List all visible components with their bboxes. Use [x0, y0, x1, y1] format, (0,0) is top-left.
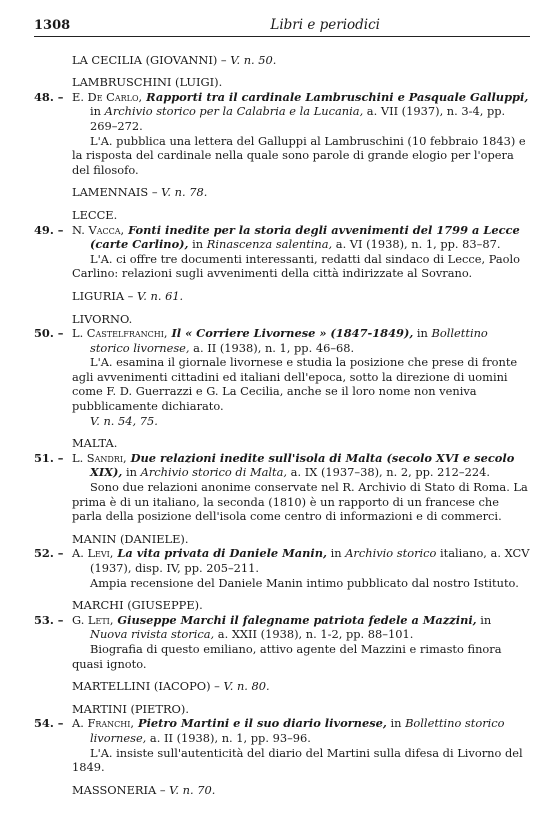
subject-heading	[34, 75, 530, 90]
author: E. De Carlo,	[72, 89, 143, 104]
subject-heading	[34, 783, 530, 798]
heading-text: MARTINI (PIETRO).	[72, 701, 189, 716]
subject-heading	[34, 532, 530, 547]
page	[34, 18, 530, 797]
entry-note	[34, 355, 530, 428]
journal-title: Rinascenza salentina,	[206, 237, 333, 252]
note-text: L'A. esamina il giornale livornese e studia la posizione che prese di fronte agli avvenimenti cittadini ed italiani dell'epoca, sotto la direzione di uomini come F. D. Guerrazzi e G. La Cecilia, anche se il loro nome non veniva pubblicamente dichiarato.	[72, 355, 518, 414]
citation-line	[72, 90, 530, 134]
entry-number: 50. –	[34, 326, 64, 341]
entry-citation	[72, 716, 530, 745]
see-also: V. n. 54, 75.	[90, 413, 158, 428]
entry-number: 53. –	[34, 612, 64, 627]
citation-details: a. XXII (1938), n. 1-2, pp. 88–101.	[214, 627, 414, 642]
citation-details: a. IX (1937–38), n. 2, pp. 212–224.	[287, 465, 490, 480]
entry-number: 48. –	[34, 89, 64, 104]
note-text: Biografia di questo emiliano, attivo agente del Mazzini e rimasto finora quasi ignoto.	[72, 641, 502, 671]
article-title: Il « Corriere Livornese » (1847-1849),	[167, 326, 414, 341]
article-title: Due relazioni inedite sull'isola di Malta (secolo XVI e secolo XIX),	[90, 450, 515, 480]
heading-text: LAMBRUSCHINI (LUIGI).	[72, 75, 223, 90]
running-header	[34, 18, 530, 37]
running-title: Libri e periodici	[270, 17, 380, 33]
heading-text: MALTA.	[72, 436, 118, 451]
journal-title: Archivio storico per la Calabria e la Lucania,	[104, 104, 364, 119]
subject-heading	[34, 598, 530, 613]
citation-details: a. II (1938), n. 1, pp. 46–68.	[189, 340, 355, 355]
journal-title: Bollettino storico livornese,	[90, 326, 488, 355]
bibliography-entry	[34, 546, 530, 575]
heading-text: LIGURIA –	[72, 288, 138, 303]
entry-number: 54. –	[34, 716, 64, 731]
bibliography-entry	[34, 716, 530, 745]
in-word: in	[90, 104, 105, 119]
entry-citation	[72, 326, 530, 355]
entry-citation	[72, 90, 530, 134]
entry-number: 52. –	[34, 546, 64, 561]
note-text: L'A. pubblica una lettera del Galluppi al Lambruschini (10 febbraio 1843) e la risposta del cardinale nella quale sono parole di grande elogio per l'opera del filosofo.	[72, 133, 526, 177]
citation-details: a. VI (1938), n. 1, pp. 83–87.	[332, 237, 501, 252]
author: A. Levi,	[72, 546, 114, 561]
entry-note	[34, 134, 530, 178]
journal-title: Bollettino storico livornese,	[90, 716, 505, 745]
heading-text: LECCE.	[72, 207, 118, 222]
heading-text: MASSONERIA –	[72, 782, 170, 797]
entry-citation	[72, 451, 530, 480]
subject-heading	[34, 185, 530, 200]
heading-text: LIVORNO.	[72, 311, 133, 326]
citation-line	[72, 326, 530, 355]
author: L. Castelfranchi,	[72, 326, 168, 341]
citation-details: a. VII (1937), n. 3-4, pp. 269–272.	[90, 104, 506, 133]
journal-title: Nuova rivista storica,	[90, 627, 215, 642]
citation-details: a. II (1938), n. 1, pp. 93–96.	[146, 730, 311, 745]
article-title: La vita privata di Daniele Manin,	[113, 546, 327, 561]
entry-note	[34, 480, 530, 524]
bibliography-entry	[34, 223, 530, 252]
in-word: in	[413, 326, 432, 341]
page-number: 1308	[34, 18, 71, 33]
article-title: Giuseppe Marchi il falegname patriota fedele a Mazzini,	[113, 612, 477, 627]
heading-text: MANIN (DANIELE).	[72, 531, 189, 546]
bibliography-list	[34, 53, 530, 798]
note-text: L'A. insiste sull'autenticità del diario del Martini sulla difesa di Livorno del 1849.	[72, 745, 523, 775]
subject-heading	[34, 53, 530, 68]
journal-title: Archivio storico di Malta,	[140, 465, 288, 480]
entry-note	[34, 576, 530, 591]
entry-citation	[72, 223, 530, 252]
in-word: in	[122, 465, 141, 480]
in-word: in	[386, 716, 406, 731]
subject-heading	[34, 679, 530, 694]
subject-heading	[34, 208, 530, 223]
subject-heading	[34, 289, 530, 304]
author: N. Vacca,	[72, 222, 125, 237]
in-word: in	[326, 546, 346, 561]
cross-reference: V. n. 80.	[223, 679, 270, 694]
citation-line	[72, 716, 530, 745]
cross-reference: V. n. 70.	[169, 782, 216, 797]
heading-text: MARCHI (GIUSEPPE).	[72, 598, 203, 613]
author: A. Franchi,	[72, 716, 135, 731]
subject-heading	[34, 702, 530, 717]
citation-line	[72, 546, 530, 575]
subject-heading	[34, 436, 530, 451]
entry-citation	[72, 613, 530, 642]
entry-note	[34, 252, 530, 281]
heading-text: MARTELLINI (IACOPO) –	[72, 679, 224, 694]
subject-heading	[34, 312, 530, 327]
note-text: Sono due relazioni anonime conservate nel R. Archivio di Stato di Roma. La prima è di un italiano, la seconda (1810) è un rapporto di un francese che parla della posizione dell'isola come centro di informazioni e di commerci.	[72, 480, 528, 524]
citation-details: italiano, a. XCV (1937), disp. IV, pp. 205–211.	[90, 546, 530, 575]
note-text: Ampia recensione del Daniele Manin intimo pubblicato dal nostro Istituto.	[90, 575, 519, 590]
citation-line	[72, 613, 530, 642]
journal-title: Archivio storico	[345, 546, 437, 561]
author: L. Sandri,	[72, 450, 127, 465]
bibliography-entry	[34, 613, 530, 642]
author: G. Leti,	[72, 612, 114, 627]
entry-number: 51. –	[34, 450, 64, 465]
entry-citation	[72, 546, 530, 575]
bibliography-entry	[34, 451, 530, 480]
entry-number: 49. –	[34, 222, 64, 237]
bibliography-entry	[34, 90, 530, 134]
entry-note	[34, 642, 530, 671]
in-word: in	[188, 237, 207, 252]
cross-reference: V. n. 78.	[161, 185, 208, 200]
heading-text: LAMENNAIS –	[72, 185, 162, 200]
article-title: Pietro Martini e il suo diario livornese,	[134, 716, 387, 731]
article-title: Fonti inedite per la storia degli avvenimenti del 1799 a Lecce (carte Carlino),	[90, 222, 520, 252]
heading-text: LA CECILIA (GIOVANNI) –	[72, 52, 231, 67]
article-title: Rapporti tra il cardinale Lambruschini e Pasquale Galluppi,	[142, 89, 529, 104]
cross-reference: V. n. 50.	[230, 52, 277, 67]
citation-line	[72, 451, 530, 480]
in-word: in	[476, 612, 492, 627]
cross-reference: V. n. 61.	[137, 288, 184, 303]
citation-line	[72, 223, 530, 252]
bibliography-entry	[34, 326, 530, 355]
note-text: L'A. ci offre tre documenti interessanti, redatti dal sindaco di Lecce, Paolo Carlino: relazioni sugli avvenimenti della città indirizzate al Sovrano.	[72, 251, 520, 281]
entry-note	[34, 746, 530, 775]
